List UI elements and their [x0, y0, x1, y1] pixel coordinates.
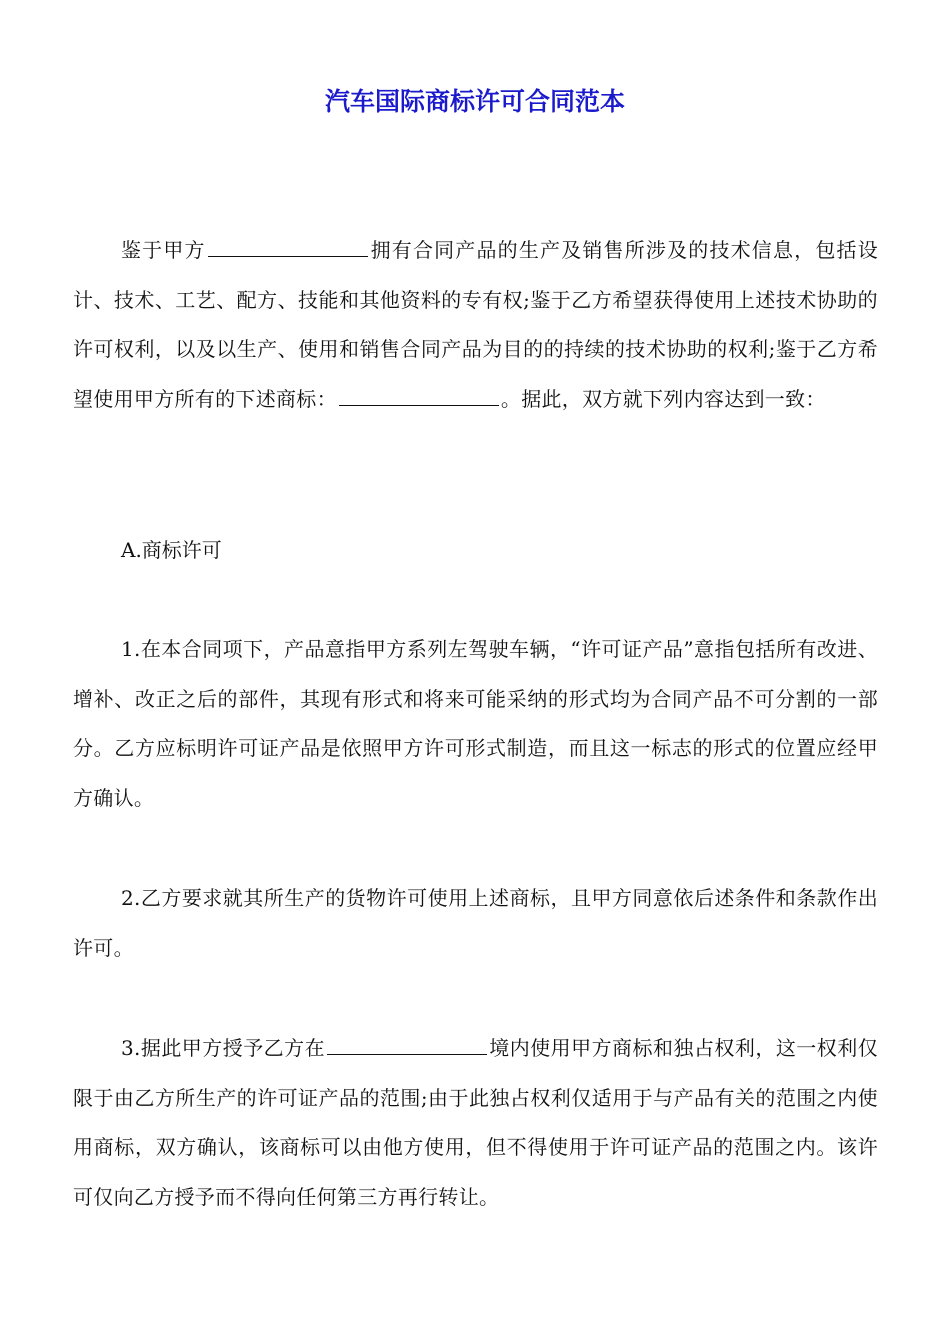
- clause-1: 1.在本合同项下，产品意指甲方系列左驾驶车辆，“许可证产品”意指包括所有改进、增补、改正之后的部件，其现有形式和将来可能采纳的形式均为合同产品不可分割的一部分。乙方应标明许可证产品是依照甲方许可形式制造，而且这一标志的形式的位置应经甲方确认。: [73, 637, 878, 810]
- clause-3-text-1: 3.据此甲方授予乙方在: [121, 1036, 326, 1060]
- party-a-blank: [208, 236, 368, 257]
- trademark-blank: [339, 385, 499, 406]
- section-a-heading: A.商标许可: [121, 538, 222, 562]
- intro-paragraph: [73, 226, 878, 424]
- intro-text-3: 。据此，双方就下列内容达到一致：: [500, 386, 826, 411]
- clause-2: 2.乙方要求就其所生产的货物许可使用上述商标，且甲方同意依后述条件和条款作出许可。: [73, 886, 878, 960]
- territory-blank: [327, 1034, 487, 1055]
- intro-text-1: 鉴于甲方: [121, 238, 206, 262]
- document-title: 汽车国际商标许可合同范本: [324, 87, 625, 116]
- clause-3: [73, 1024, 878, 1222]
- intro-text-2: 拥有合同产品的生产及销售所涉及的技术信息，包括设计、技术、工艺、配方、技能和其他资料的专有权;鉴于乙方希望获得使用上述技术协助的许可权利，以及以生产、使用和销售合同产品为目的的持续的技术协助的权利;鉴于乙方希望使用甲方所有的下述商标：: [73, 238, 878, 411]
- clause-3-text-2: 境内使用甲方商标和独占权利，这一权利仅限于由乙方所生产的许可证产品的范围;由于此独占权利仅适用于与产品有关的范围之内使用商标，双方确认，该商标可以由他方使用，但不得使用于许可证产品的范围之内。该许可仅向乙方授予而不得向任何第三方再行转让。: [73, 1036, 878, 1209]
